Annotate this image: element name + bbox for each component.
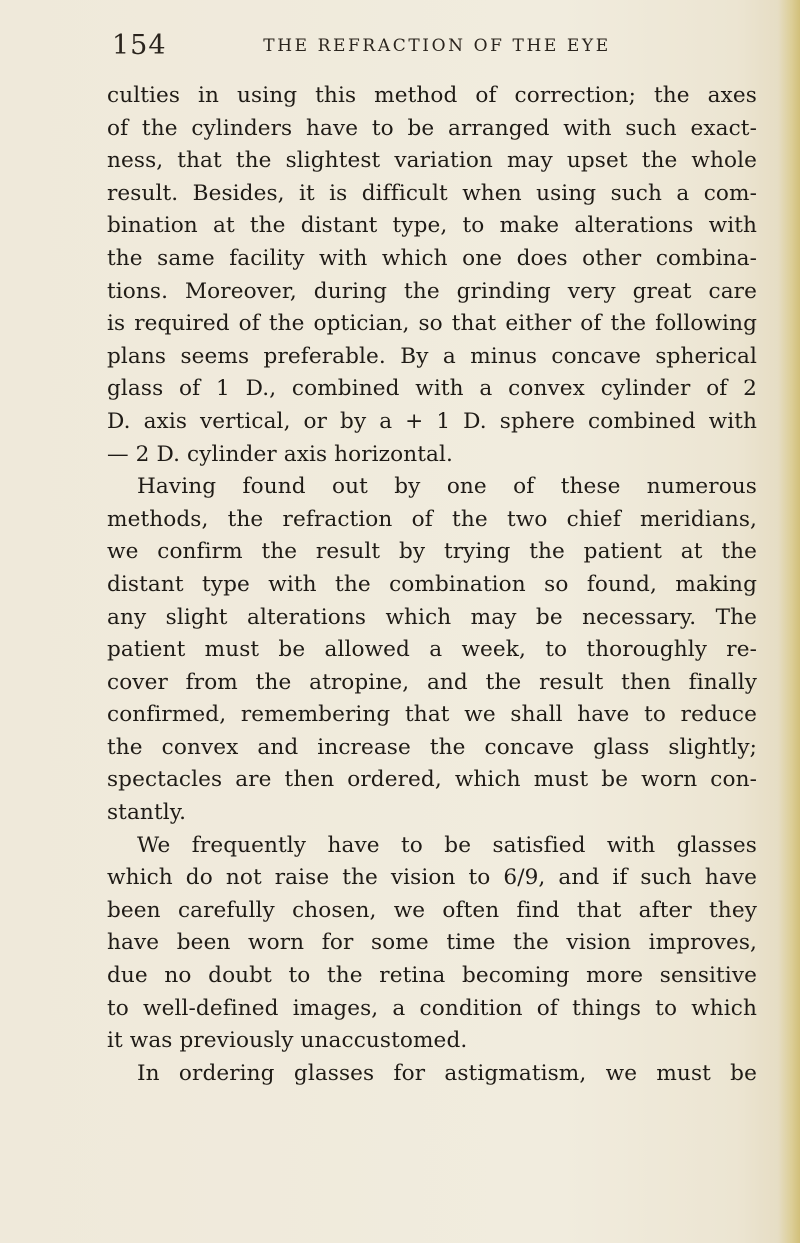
text-line: glass of 1 D., combined with a convex cylinder of 2 <box>107 376 757 402</box>
text-line: We frequently have to be satisfied with glasses <box>137 832 757 858</box>
text-line: have been worn for some time the vision improves, <box>107 930 757 956</box>
body-text <box>107 80 757 1090</box>
text-line: D. axis vertical, or by a + 1 D. sphere combined with <box>107 408 757 434</box>
text-line: tions. Moreover, during the grinding very great care <box>107 278 757 304</box>
page-number: 154 <box>112 30 167 61</box>
page-header <box>112 30 762 64</box>
text-line: culties in using this method of correction; the axes <box>107 83 757 108</box>
text-line: we confirm the result by trying the patient at the <box>107 539 757 565</box>
text-line: cover from the atropine, and the result then finally <box>107 669 757 695</box>
text-line: patient must be allowed a week, to thoroughly re- <box>107 637 757 663</box>
text-line: which do not raise the vision to 6/9, and if such have <box>107 865 757 891</box>
text-line: stantly. <box>107 800 187 826</box>
text-line: the convex and increase the concave glass slightly; <box>107 734 757 760</box>
text-line: ness, that the slightest variation may upset the whole <box>107 148 757 174</box>
text-line: In ordering glasses for astigmatism, we must be <box>137 1060 757 1086</box>
text-line: bination at the distant type, to make alterations with <box>107 213 757 239</box>
text-line: — 2 D. cylinder axis horizontal. <box>107 441 453 467</box>
text-line: the same facility with which one does other combina- <box>107 245 757 271</box>
text-line: confirmed, remembering that we shall have to reduce <box>107 702 757 728</box>
text-line: due no doubt to the retina becoming more sensitive <box>107 963 757 989</box>
text-line: distant type with the combination so found, making <box>107 571 757 597</box>
text-line: been carefully chosen, we often find that after they <box>107 897 757 923</box>
text-line: of the cylinders have to be arranged with such exact- <box>107 115 757 141</box>
running-head: THE REFRACTION OF THE EYE <box>263 36 611 56</box>
text-line: to well-defined images, a condition of things to which <box>107 995 757 1021</box>
text-line: spectacles are then ordered, which must be worn con- <box>107 767 757 793</box>
text-line: plans seems preferable. By a minus concave spherical <box>107 343 757 369</box>
text-line: result. Besides, it is difficult when using such a com- <box>107 180 757 206</box>
text-line: it was previously unaccustomed. <box>107 1028 468 1054</box>
text-line: any slight alterations which may be necessary. The <box>107 604 757 630</box>
page-edge <box>778 0 800 1243</box>
text-line: methods, the refraction of the two chief meridians, <box>107 506 757 532</box>
text-line: Having found out by one of these numerous <box>137 474 757 500</box>
text-line: is required of the optician, so that either of the following <box>107 311 757 337</box>
